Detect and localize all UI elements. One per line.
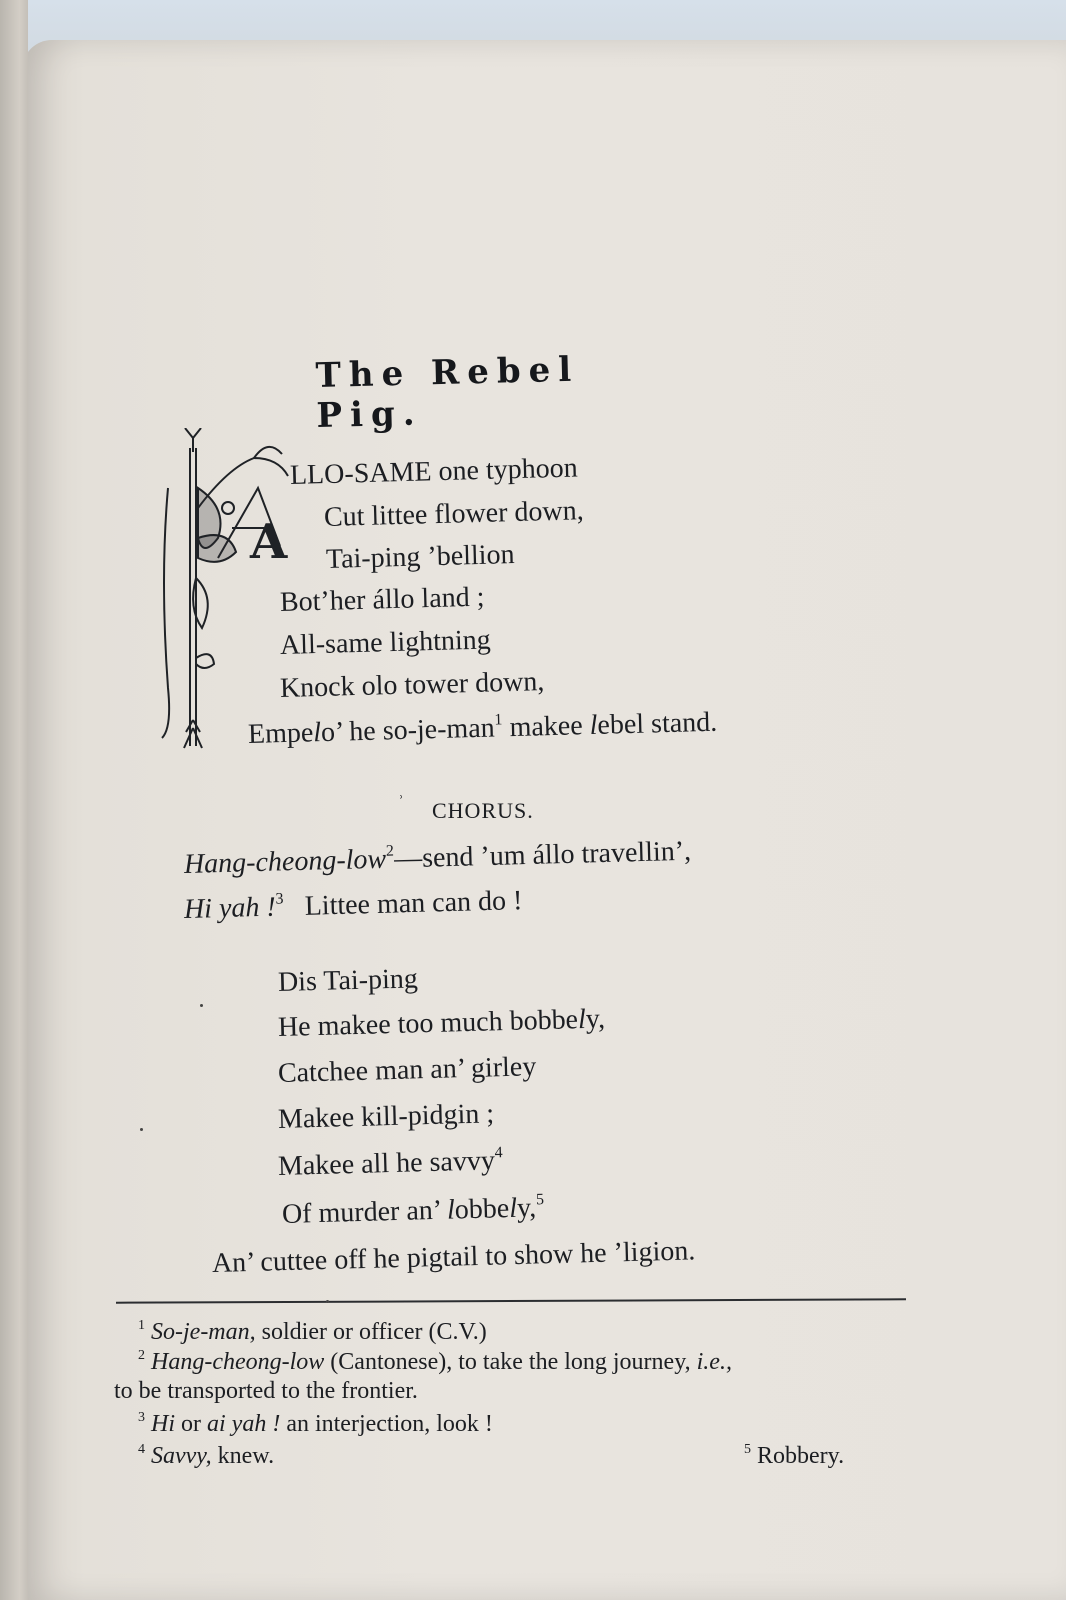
paper-speck [326,1300,329,1303]
footnote-3 [138,1410,493,1438]
italic-letter: l [312,717,322,749]
footnote-number: 2 [138,1348,145,1363]
chorus-italic-term: Hi yah ! [183,891,277,925]
verse2-line-3: Catchee man an’ girley [277,1051,537,1089]
verse1-line-5: All-same lightning [279,624,492,661]
footnote-ref-1: 1 [494,711,503,729]
footnote-number: 1 [138,1318,145,1333]
decorative-drop-cap-icon [158,428,298,752]
verse1-line-6: Knock olo tower down, [279,666,545,704]
footnote-term: Hang-cheong-low [151,1349,325,1375]
verse1-line-2: Cut littee flower down, [323,495,585,533]
verse2-line-4: Makee kill-pidgin ; [277,1098,495,1135]
verse1-line-1: LLO-SAME one typhoon [289,452,579,491]
text-segment: y, [585,1003,606,1035]
footnote-number: 4 [138,1442,145,1457]
poem-title: The Rebel Pig. [315,349,580,437]
footnote-text: Robbery. [757,1443,845,1469]
footnote-text: soldier or officer (C.V.) [255,1319,487,1345]
verse1-line-4: Bot’her állo land ; [279,581,485,618]
text-segment: He makee too much bobbe [277,1004,579,1043]
text-segment: makee [502,710,591,744]
footnote-4 [138,1442,274,1470]
footnote-number: 3 [138,1410,145,1425]
footnote-text: (Cantonese), to take the long journey, [324,1349,697,1375]
footnote-term: Savvy, [151,1443,212,1469]
verse1-line-3: Tai-ping ’bellion [325,539,515,575]
verse2-line-1: Dis Tai-ping [277,963,419,998]
footnote-ref-4: 4 [494,1144,503,1162]
text-segment: obbe [454,1193,510,1226]
footnote-term: Hi [151,1411,175,1437]
stray-mark: ʾ [398,792,404,812]
paper-speck [200,1004,203,1007]
footnote-ref-3: 3 [275,890,284,908]
text-segment: Makee all he savvy [277,1145,496,1182]
verse2-line-6 [282,1191,545,1231]
text-segment: ebel stand. [597,706,718,741]
footnote-2-continued: to be transported to the frontier. [114,1378,418,1404]
chorus-italic-term: Hang-cheong-low [183,843,387,880]
paper-speck [140,1128,143,1131]
footnote-number: 5 [744,1442,751,1457]
italic-letter: l [577,1003,587,1036]
footnote-ref-5: 5 [535,1191,545,1209]
text-segment: Littee man can do ! [304,885,523,922]
footnote-text: knew. [211,1443,275,1469]
footnote-1 [138,1318,487,1346]
drop-cap-letter: A [250,514,288,570]
page-binding-edge [0,0,28,1600]
footnote-text: or [175,1411,207,1437]
italic-letter: l [589,709,598,742]
text-segment: Of murder an’ [281,1194,448,1230]
text-segment: Empe [247,717,314,750]
italic-letter: l [446,1194,456,1226]
verse2-line-5 [278,1144,504,1183]
text-segment: —send ’um állo travellin’, [393,835,692,875]
footnote-term: So-je-man, [151,1319,256,1345]
footnote-term: ai yah ! [207,1411,281,1437]
text-segment: o’ he so-je-man [320,712,496,749]
footnote-2 [138,1348,732,1376]
text-segment: y, [516,1192,537,1224]
footnote-5 [744,1442,844,1470]
chorus-heading: CHORUS. [432,798,534,823]
footnote-ref-2: 2 [385,842,395,860]
footnote-text: an interjection, look ! [280,1411,493,1437]
italic-letter: l [508,1192,518,1225]
verse2-line-7: An’ cuttee off he pigtail to show he ’ligion. [211,1235,696,1279]
footnote-term: i.e., [696,1349,732,1375]
